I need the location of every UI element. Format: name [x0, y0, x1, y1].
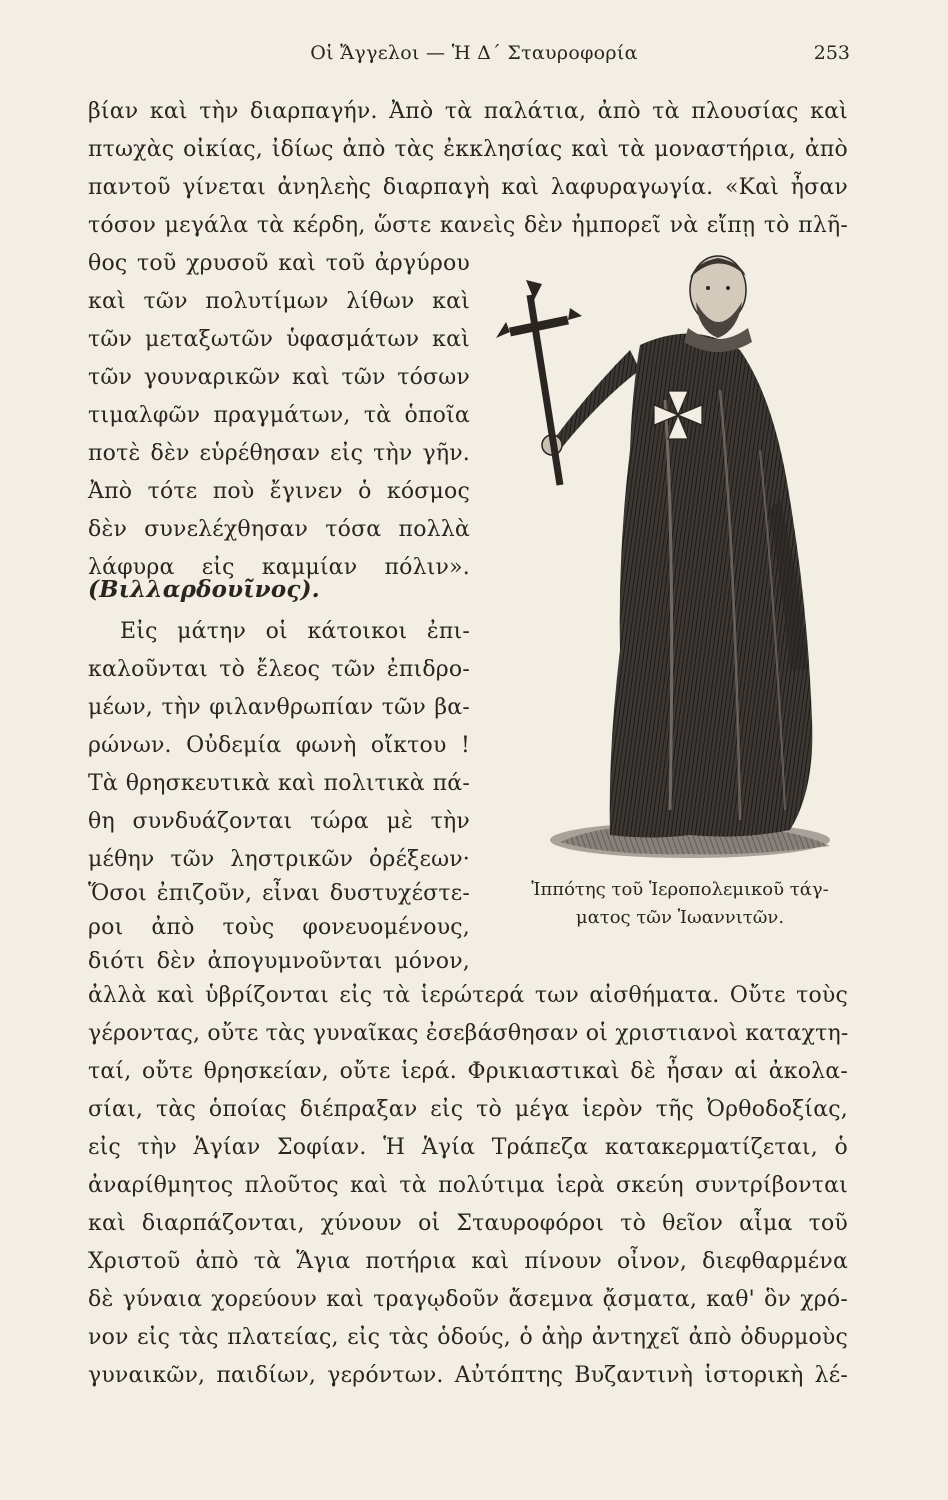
text-line: Ὅσοι ἐπιζοῦν, εἶναι δυστυχέστε- — [88, 881, 470, 906]
text-line: καὶ τῶν πολυτίμων λίθων καὶ — [88, 289, 470, 314]
running-title: Οἱ Ἄγγελοι — Ἡ Δ΄ Σταυροφορία — [310, 42, 638, 64]
author-attribution: (Βιλλαρδουῖνος). — [88, 576, 320, 603]
text-line: ροι ἀπὸ τοὺς φονευομένους, — [88, 915, 470, 940]
text-line: καλοῦνται τὸ ἔλεος τῶν ἐπιδρο- — [88, 657, 470, 682]
text-line: λάφυρα εἰς καμμίαν πόλιν». — [88, 555, 470, 580]
text-line: τόσον μεγάλα τὰ κέρδη, ὥστε κανεὶς δὲν ἠμπορεῖ νὰ εἴπῃ τὸ πλῆ- — [88, 213, 848, 238]
text-line: τῶν γουναρικῶν καὶ τῶν τόσων — [88, 365, 470, 390]
text-line: μέων, τὴν φιλανθρωπίαν τῶν βα- — [88, 695, 470, 720]
paragraph-start: Εἰς μάτην οἱ κάτοικοι ἐπι- — [120, 619, 470, 644]
text-line: γυναικῶν, παιδίων, γερόντων. Αὐτόπτης Βυζαντινὴ ἱστορικὴ λέ- — [88, 1363, 848, 1388]
text-line: Χριστοῦ ἀπὸ τὰ Ἅγια ποτήρια καὶ πίνουν οἶνον, διεφθαρμένα — [88, 1249, 848, 1274]
text-line: Τὰ θρησκευτικὰ καὶ πολιτικὰ πά- — [88, 771, 470, 796]
text-line: ποτὲ δὲν εὑρέθησαν εἰς τὴν γῆν. — [88, 441, 470, 466]
text-line: ταί, οὔτε θρησκείαν, οὔτε ἱερά. Φρικιαστικαὶ δὲ ἦσαν αἱ ἀκολα- — [88, 1059, 848, 1084]
text-line: νον εἰς τὰς πλατείας, εἰς τὰς ὁδούς, ὁ ἀὴρ ἀντηχεῖ ἀπὸ ὀδυρμοὺς — [88, 1325, 848, 1350]
text-line: βίαν καὶ τὴν διαρπαγήν. Ἀπὸ τὰ παλάτια, ἀπὸ τὰ πλουσίας καὶ — [88, 99, 848, 124]
text-line: τῶν μεταξωτῶν ὑφασμάτων καὶ — [88, 327, 470, 352]
text-line: θη συνδυάζονται τώρα μὲ τὴν — [88, 809, 470, 834]
text-line: δὲ γύναια χορεύουν καὶ τραγῳδοῦν ἄσεμνα ᾄσματα, καθ' ὃν χρό- — [88, 1287, 848, 1312]
text-line: δὲν συνελέχθησαν τόσα πολλὰ — [88, 517, 470, 542]
page-header — [0, 42, 948, 76]
text-line: εἰς τὴν Ἁγίαν Σοφίαν. Ἡ Ἁγία Τράπεζα κατακερματίζεται, ὁ — [88, 1135, 848, 1160]
text-line: καὶ διαρπάζονται, χύνουν οἱ Σταυροφόροι τὸ θεῖον αἷμα τοῦ — [88, 1211, 848, 1236]
text-line: θος τοῦ χρυσοῦ καὶ τοῦ ἀργύρου — [88, 251, 470, 276]
text-line: παντοῦ γίνεται ἀνηλεὴς διαρπαγὴ καὶ λαφυραγωγία. «Καὶ ἦσαν — [88, 175, 848, 200]
text-line: διότι δὲν ἀπογυμνοῦνται μόνον, — [88, 949, 470, 974]
text-line: μέθην τῶν ληστρικῶν ὀρέξεων· — [88, 847, 470, 872]
text-line: ρώνων. Οὐδεμία φωνὴ οἴκτου ! — [88, 733, 470, 758]
figure-caption-line-2: ματος τῶν Ἰωαννιτῶν. — [575, 907, 785, 928]
figure-caption-line-1: Ἱππότης τοῦ Ἱεροπολεμικοῦ τάγ- — [531, 879, 829, 900]
text-line: σίαι, τὰς ὁποίας διέπραξαν εἰς τὸ μέγα ἱερὸν τῆς Ὀρθοδοξίας, — [88, 1097, 848, 1122]
text-line: Ἀπὸ τότε ποὺ ἔγινεν ὁ κόσμος — [88, 479, 470, 504]
page-number: 253 — [813, 42, 850, 64]
text-line: γέροντας, οὔτε τὰς γυναῖκας ἐσεβάσθησαν οἱ χριστιανοὶ καταχτη- — [88, 1021, 849, 1046]
text-line: ἀναρίθμητος πλοῦτος καὶ τὰ πολύτιμα ἱερὰ σκεύη συντρίβονται — [88, 1173, 848, 1198]
knight-illustration — [490, 250, 870, 870]
text-line: πτωχὰς οἰκίας, ἰδίως ἀπὸ τὰς ἐκκλησίας καὶ τὰ μοναστήρια, ἀπὸ — [88, 137, 848, 162]
text-line: ἀλλὰ καὶ ὑβρίζονται εἰς τὰ ἱερώτερά των αἰσθήματα. Οὔτε τοὺς — [88, 983, 848, 1008]
text-line: τιμαλφῶν πραγμάτων, τὰ ὁποῖα — [88, 403, 470, 428]
